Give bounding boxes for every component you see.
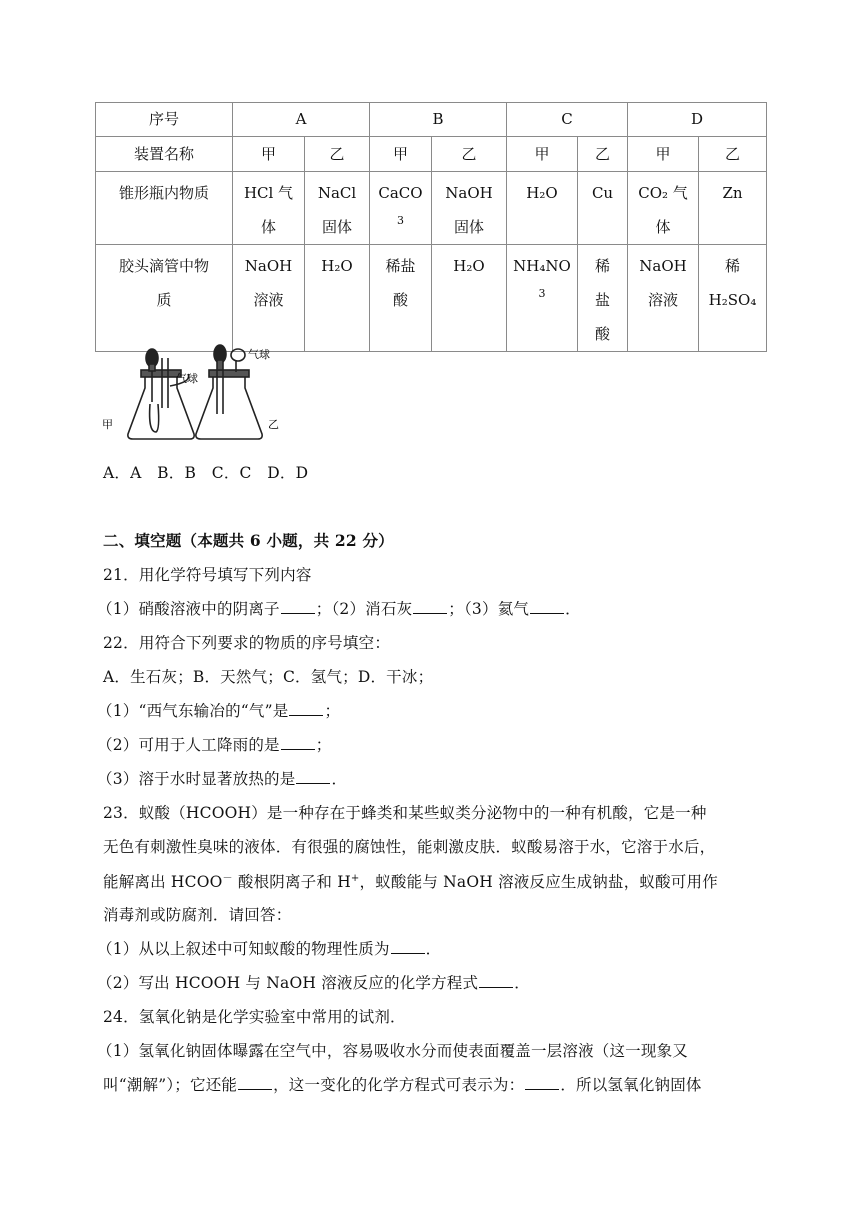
q22-sub1: （1）“西气东输冶的“气”是 ；	[97, 702, 341, 720]
row-label: 锥形瓶内物质	[96, 172, 233, 245]
q22-sub3: （3）溶于水时显著放热的是 ．	[97, 770, 348, 788]
q24-line2: 叫“潮解”）；它还能 ，这一变化的化学方程式可表示为： ．所以氢氧化钠固体	[103, 1076, 702, 1094]
col-d: D	[628, 103, 767, 137]
q22-sub2: （2）可用于人工降雨的是 ；	[97, 736, 332, 754]
col-a: A	[233, 103, 370, 137]
answer-blank[interactable]	[413, 599, 447, 614]
q23-line4: 消毒剂或防腐剂．请回答：	[103, 906, 292, 924]
flask-apparatus-figure	[100, 342, 285, 442]
table-cell: CaCO 3	[370, 172, 432, 245]
q22-options: A．生石灰；B．天然气；C．氢气；D．干冰；	[103, 668, 434, 686]
row-label: 胶头滴管中物 质	[96, 245, 233, 352]
q23-line3: 能解离出 HCOO－ 酸根阴离子和 H+，蚁酸能与 NaOH 溶液反应生成钠盐，蚁酸可用作	[103, 873, 718, 892]
table-cell: NaOH 溶液	[233, 245, 305, 352]
label-yi: 乙	[268, 418, 279, 431]
table-row-index	[96, 103, 767, 137]
q23-line2: 无色有刺激性臭味的液体．有很强的腐蚀性，能刺激皮肤．蚁酸易溶于水，它溶于水后，	[103, 838, 716, 856]
table-cell: H₂O	[432, 245, 507, 352]
col-c: C	[507, 103, 628, 137]
table-cell: 稀盐 酸	[370, 245, 432, 352]
q21-title: 21．用化学符号填写下列内容	[103, 566, 312, 584]
q23-sub1: （1）从以上叙述中可知蚁酸的物理性质为 ．	[97, 940, 442, 958]
answer-blank[interactable]	[525, 1075, 559, 1090]
q23-sub2: （2）写出 HCOOH 与 NaOH 溶液反应的化学方程式 ．	[97, 974, 530, 992]
table-cell: NaOH 固体	[432, 172, 507, 245]
table-cell: 乙	[699, 137, 767, 172]
table-cell: 稀 盐 酸	[578, 245, 628, 352]
table-cell: 甲	[628, 137, 699, 172]
table-cell: NH₄NO 3	[507, 245, 578, 352]
col-b: B	[370, 103, 507, 137]
table-cell: 乙	[578, 137, 628, 172]
table-cell: 甲	[370, 137, 432, 172]
row-label: 序号	[96, 103, 233, 137]
table-cell: H₂O	[305, 245, 370, 352]
answer-blank[interactable]	[391, 939, 425, 954]
q22-title: 22．用符合下列要求的物质的序号填空：	[103, 634, 391, 652]
answer-options: A．A B．B C．C D．D	[103, 464, 309, 482]
table-cell: HCl 气 体	[233, 172, 305, 245]
table-cell: NaOH 溶液	[628, 245, 699, 352]
balloon-label-1: 气球	[176, 372, 198, 385]
balloon-label-2: 气球	[248, 348, 270, 361]
q24-line1: （1）氢氧化钠固体曝露在空气中，容易吸收水分而使表面覆盖一层溶液（这一现象又	[97, 1042, 688, 1060]
table-cell: 乙	[432, 137, 507, 172]
table-row-device	[96, 137, 767, 172]
label-jia: 甲	[102, 418, 113, 431]
answer-blank[interactable]	[296, 769, 330, 784]
q23-line1: 23．蚁酸（HCOOH）是一种存在于蜂类和某些蚁类分泌物中的一种有机酸，它是一种	[103, 804, 707, 822]
table-cell: 稀 H₂SO₄	[699, 245, 767, 352]
answer-blank[interactable]	[479, 973, 513, 988]
table-cell: 甲	[233, 137, 305, 172]
answer-blank[interactable]	[530, 599, 564, 614]
table-cell: Zn	[699, 172, 767, 245]
reagent-table	[95, 102, 767, 352]
row-label: 装置名称	[96, 137, 233, 172]
table-row-flask	[96, 172, 767, 245]
flask-jia	[128, 349, 194, 439]
answer-blank[interactable]	[289, 701, 323, 716]
answer-blank[interactable]	[238, 1075, 272, 1090]
section-title: 二、填空题（本题共 6 小题，共 22 分）	[103, 531, 394, 550]
table-cell: H₂O	[507, 172, 578, 245]
q24-title: 24．氢氧化钠是化学实验室中常用的试剂．	[103, 1008, 406, 1026]
answer-blank[interactable]	[281, 599, 315, 614]
table-cell: NaCl 固体	[305, 172, 370, 245]
table-cell: 甲	[507, 137, 578, 172]
table-cell: CO₂ 气 体	[628, 172, 699, 245]
table-row-dropper	[96, 245, 767, 352]
table-cell: 乙	[305, 137, 370, 172]
q21-line1: （1）硝酸溶液中的阴离子 ；（2）消石灰 ；（3）氦气 ．	[97, 600, 581, 618]
table-cell: Cu	[578, 172, 628, 245]
answer-blank[interactable]	[281, 735, 315, 750]
